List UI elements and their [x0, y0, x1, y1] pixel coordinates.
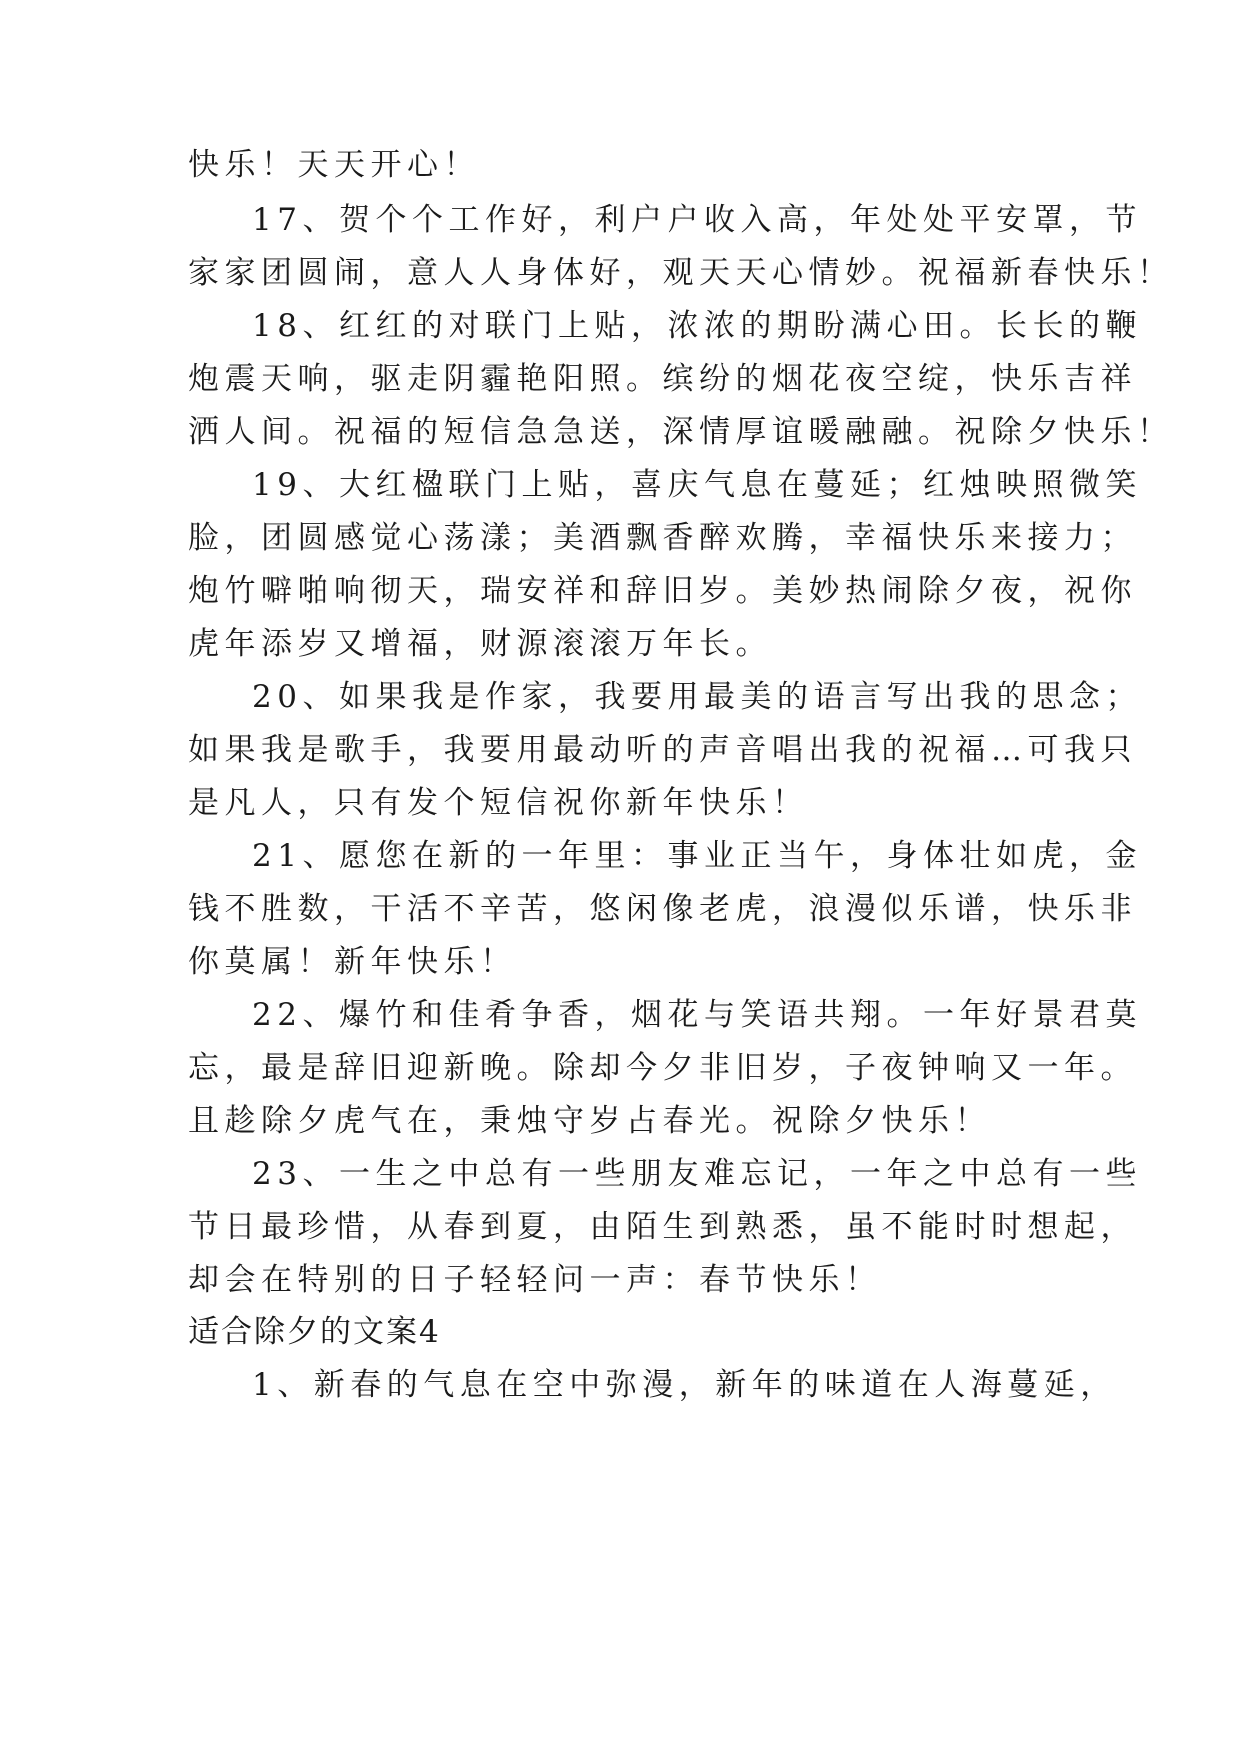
section-heading: 适合除夕的文案4 — [188, 1314, 441, 1350]
paragraph-19-line-4: 虎年添岁又增福，财源滚滚万年长。 — [188, 626, 772, 662]
paragraph-23-line-2: 节日最珍惜，从春到夏，由陌生到熟悉，虽不能时时想起， — [188, 1209, 1137, 1245]
paragraph-21-line-1: 21、愿您在新的一年里：事业正当午，身体壮如虎，金 — [252, 838, 1142, 874]
paragraph-17-line-1: 17、贺个个工作好，利户户收入高，年处处平安罩，节 — [252, 202, 1142, 238]
paragraph-22-line-1: 22、爆竹和佳肴争香，烟花与笑语共翔。一年好景君莫 — [252, 997, 1142, 1033]
paragraph-19-line-3: 炮竹噼啪响彻天，瑞安祥和辞旧岁。美妙热闹除夕夜，祝你 — [188, 573, 1137, 609]
paragraph-19-line-1: 19、大红楹联门上贴，喜庆气息在蔓延；红烛映照微笑 — [252, 467, 1142, 503]
paragraph-22-line-2: 忘，最是辞旧迎新晚。除却今夕非旧岁，子夜钟响又一年。 — [188, 1050, 1137, 1086]
paragraph-20-line-2: 如果我是歌手，我要用最动听的声音唱出我的祝福…可我只 — [188, 732, 1137, 768]
paragraph-21-line-2: 钱不胜数，干活不辛苦，悠闲像老虎，浪漫似乐谱，快乐非 — [188, 891, 1137, 927]
paragraph-18-line-3: 洒人间。祝福的短信急急送，深情厚谊暖融融。祝除夕快乐！ — [188, 414, 1174, 450]
paragraph-20-line-3: 是凡人，只有发个短信祝你新年快乐！ — [188, 785, 809, 821]
paragraph-20-line-1: 20、如果我是作家，我要用最美的语言写出我的思念； — [252, 679, 1142, 715]
text-line: 快乐！天天开心！ — [188, 147, 480, 183]
paragraph-19-line-2: 脸，团圆感觉心荡漾；美酒飘香醉欢腾，幸福快乐来接力； — [188, 520, 1137, 556]
paragraph-18-line-1: 18、红红的对联门上贴，浓浓的期盼满心田。长长的鞭 — [252, 308, 1142, 344]
paragraph-17-line-2: 家家团圆闹，意人人身体好，观天天心情妙。祝福新春快乐！ — [188, 255, 1174, 291]
paragraph-1-line-1: 1、新春的气息在空中弥漫，新年的味道在人海蔓延， — [252, 1367, 1117, 1403]
paragraph-23-line-1: 23、一生之中总有一些朋友难忘记，一年之中总有一些 — [252, 1156, 1142, 1192]
paragraph-23-line-3: 却会在特别的日子轻轻问一声：春节快乐！ — [188, 1262, 882, 1298]
paragraph-18-line-2: 炮震天响，驱走阴霾艳阳照。缤纷的烟花夜空绽，快乐吉祥 — [188, 361, 1137, 397]
paragraph-22-line-3: 且趁除夕虎气在，秉烛守岁占春光。祝除夕快乐！ — [188, 1103, 991, 1139]
paragraph-21-line-3: 你莫属！新年快乐！ — [188, 944, 517, 980]
